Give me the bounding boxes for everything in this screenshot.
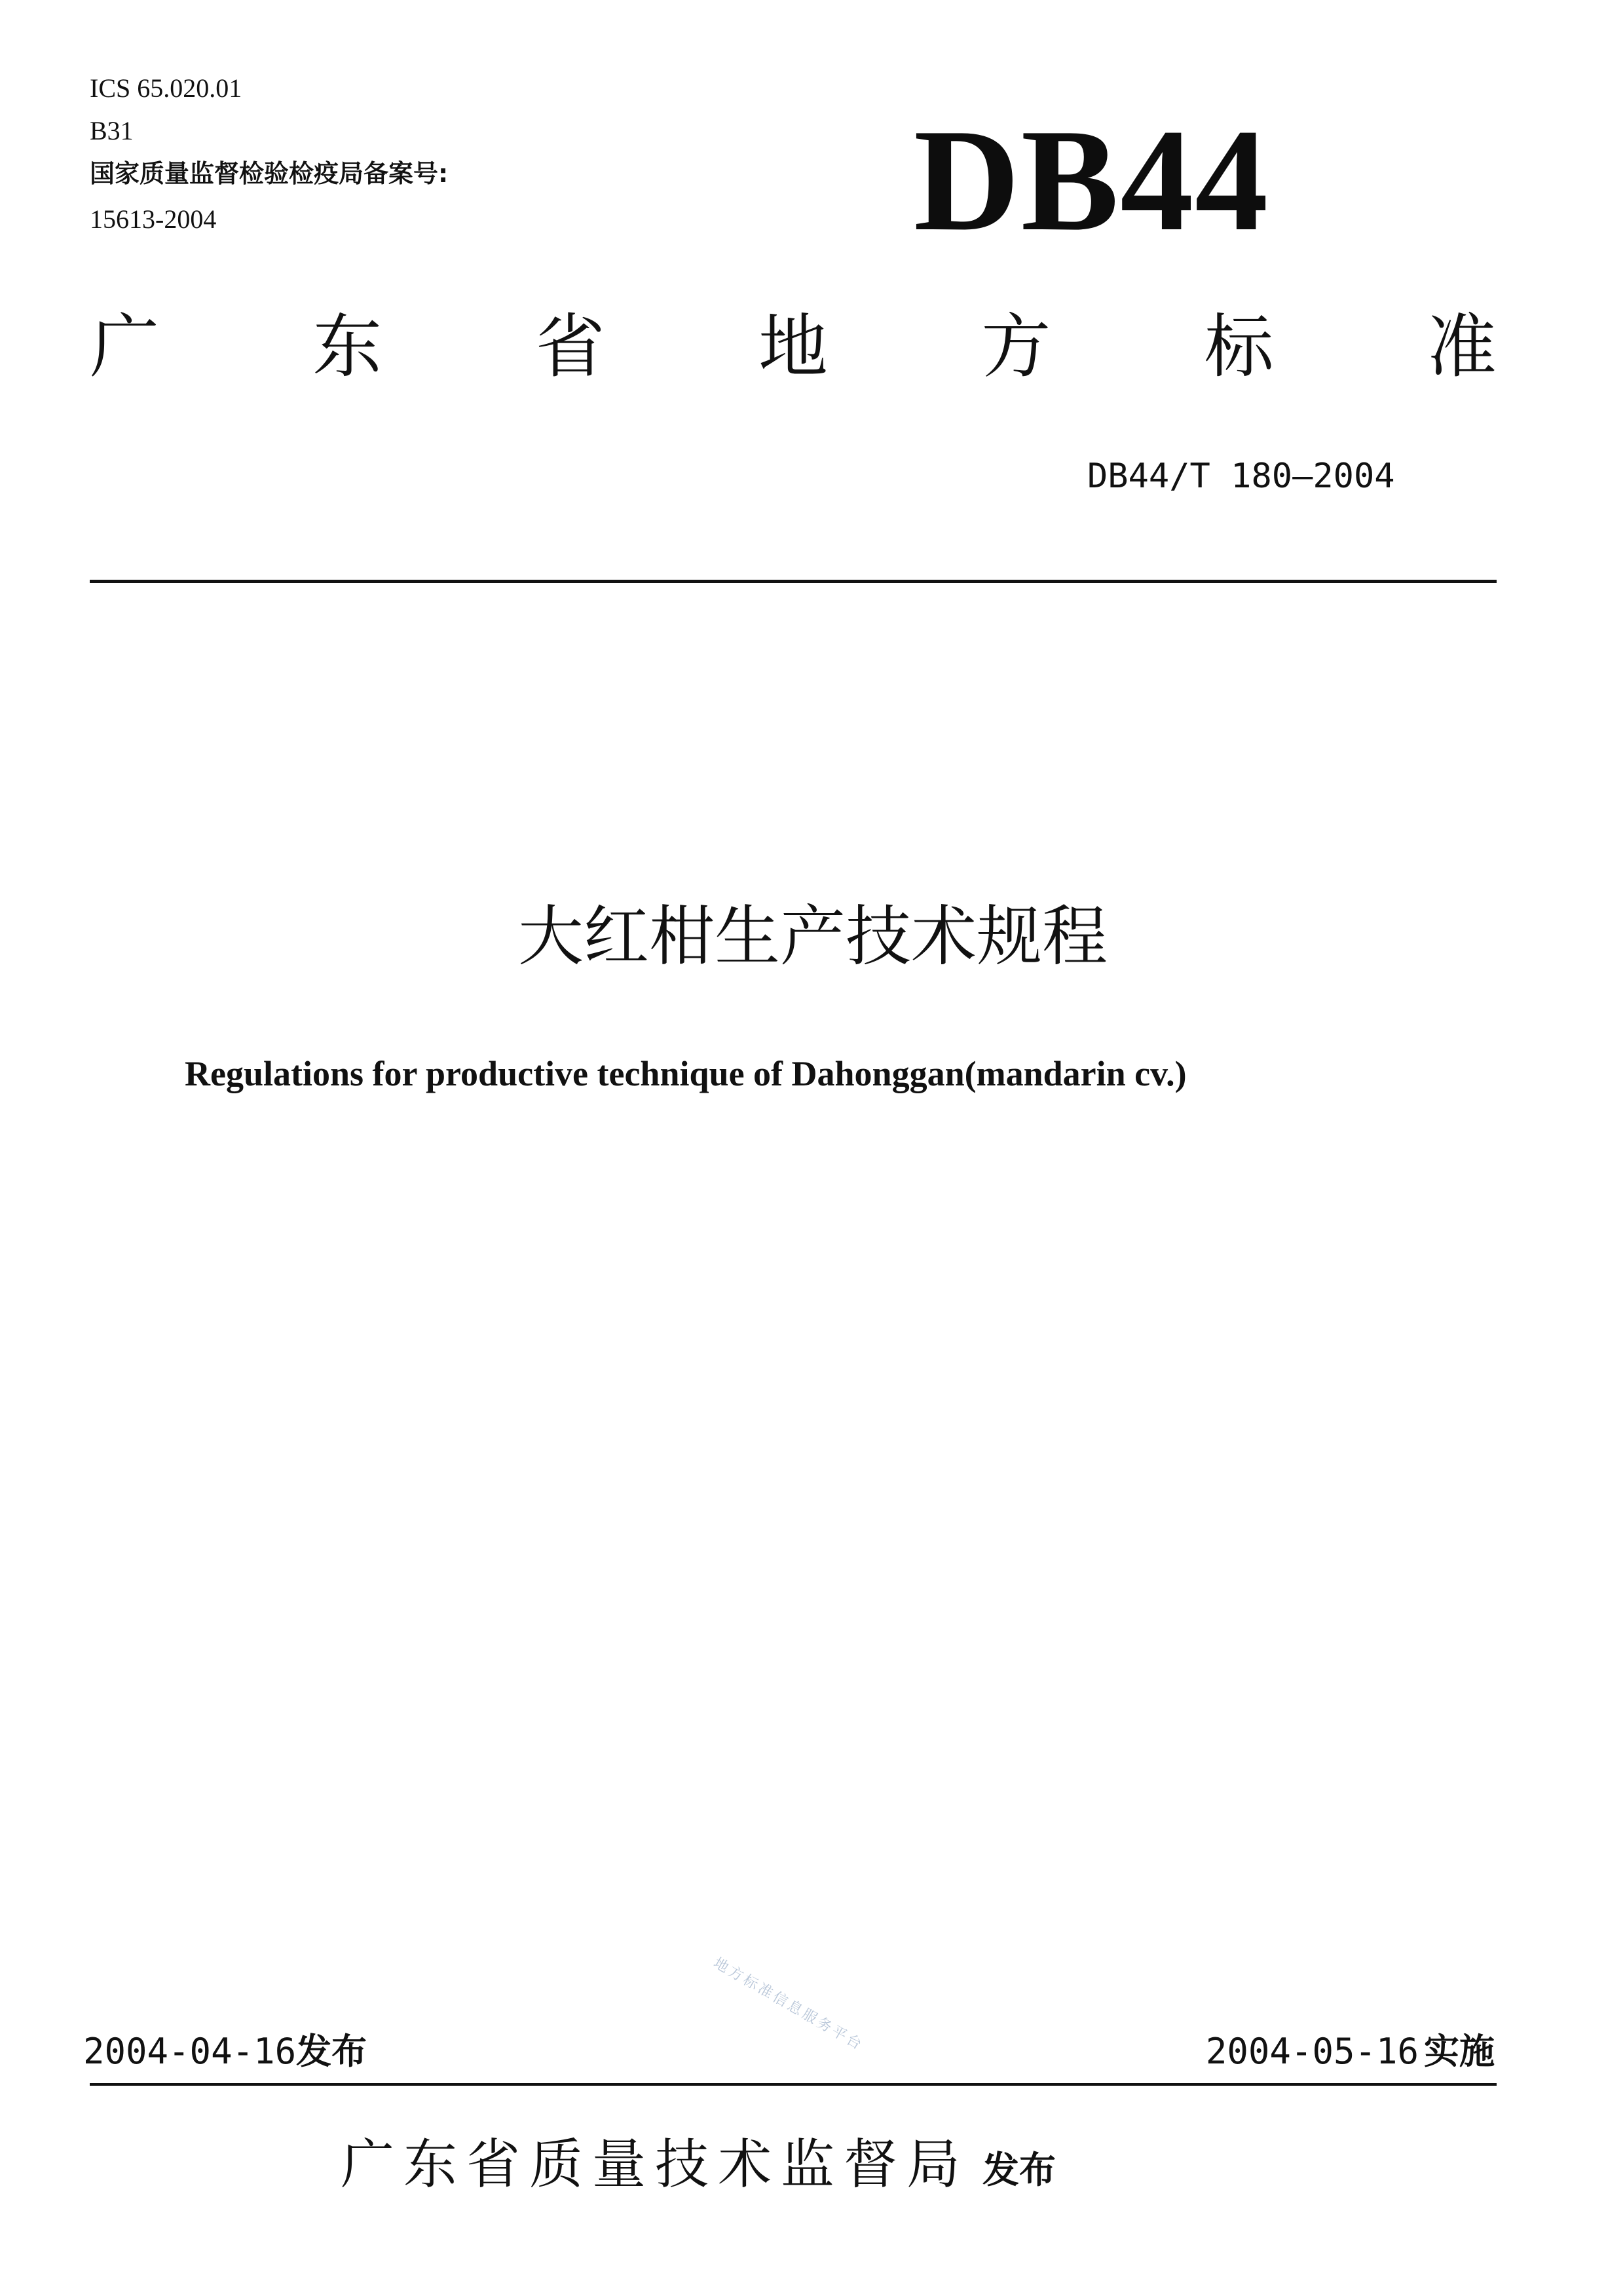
publisher-suffix: 发布 xyxy=(982,2149,1056,2192)
bottom-divider xyxy=(90,2083,1497,2086)
standard-type-char: 东 xyxy=(312,307,383,387)
filing-label: 国家质量监督检验检疫局备案号: xyxy=(90,159,449,188)
standard-type-char: 准 xyxy=(1427,307,1497,387)
title-english: Regulations for productive technique of Dahonggan(mandarin cv.) xyxy=(185,1054,1187,1093)
ics-code: ICS 65.020.01 xyxy=(90,73,242,103)
implement-label: 实施 xyxy=(1424,2031,1495,2072)
standard-type-heading xyxy=(90,308,1497,386)
issue-label: 发布 xyxy=(296,2031,367,2072)
top-divider xyxy=(90,580,1497,583)
issue-date: 2004-04-16 xyxy=(83,2031,297,2072)
title-chinese: 大红柑生产技术规程 xyxy=(518,898,1108,975)
standard-type-char: 省 xyxy=(535,307,605,387)
standard-type-char: 方 xyxy=(981,307,1051,387)
publisher-name: 广东省质量技术监督局 xyxy=(341,2134,970,2196)
standard-number: DB44/T 180—2004 xyxy=(1087,457,1395,496)
implement-date-block xyxy=(1206,2031,1495,2073)
implement-date: 2004-05-16 xyxy=(1205,2031,1419,2072)
publisher-line xyxy=(341,2132,1056,2204)
standard-type-char: 标 xyxy=(1204,307,1274,387)
watermark: 地方标准信息服务平台 xyxy=(711,1955,867,2054)
standard-type-char: 广 xyxy=(90,307,159,387)
issue-date-block xyxy=(83,2031,367,2073)
filing-number: 15613-2004 xyxy=(90,204,217,234)
db44-logo: DB44 xyxy=(914,99,1270,261)
standard-type-char: 地 xyxy=(758,307,828,387)
ccs-code: B31 xyxy=(90,116,134,145)
